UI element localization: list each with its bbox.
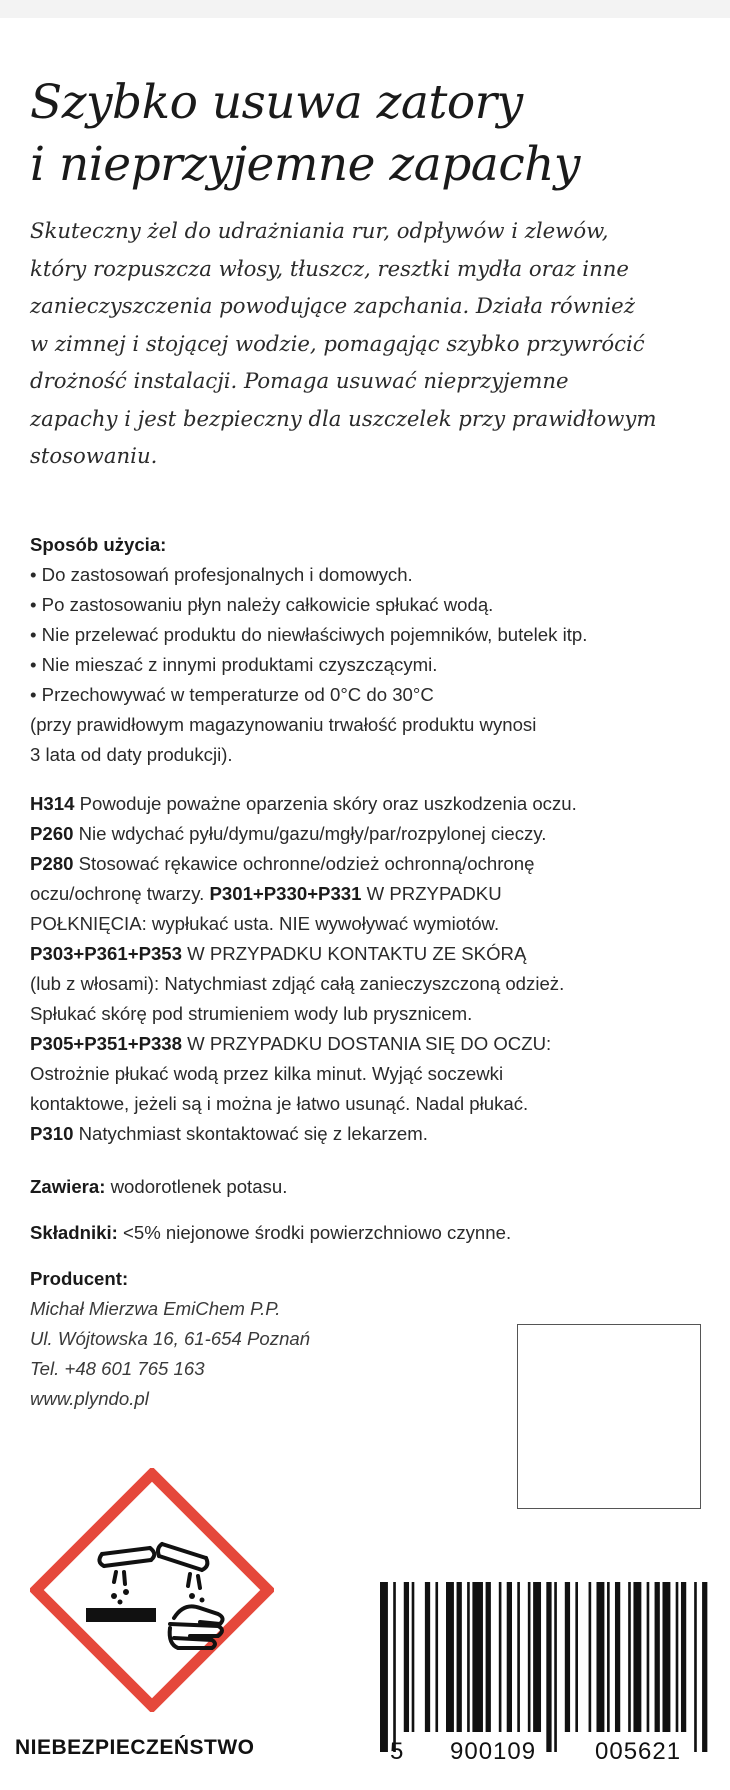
statement-p280	[30, 849, 710, 879]
statement-p301-cont: POŁKNIĘCIA: wypłukać usta. NIE wywoływać wymiotów.	[30, 913, 500, 934]
usage-item: • Do zastosowań profesjonalnych i domowych.	[30, 564, 413, 585]
barcode-bar	[404, 1582, 409, 1732]
description-line: Skuteczny żel do udrażniania rur, odpływów i zlewów,	[30, 218, 609, 243]
statement-code: P301+P330+P331	[209, 883, 362, 904]
usage-item: • Po zastosowaniu płyn należy całkowicie spłukać wodą.	[30, 594, 494, 615]
statement-code: P280	[30, 853, 74, 874]
statement-p260	[30, 819, 710, 849]
statement-text: W PRZYPADKU DOSTANIA SIĘ DO OCZU:	[182, 1033, 552, 1054]
description-line: stosowaniu.	[30, 443, 158, 468]
statement-p305-cont: kontaktowe, jeżeli są i można je łatwo usunąć. Nadal płukać.	[30, 1093, 529, 1114]
usage-item: 3 lata od daty produkcji).	[30, 744, 233, 765]
barcode-bar	[554, 1582, 557, 1752]
barcode	[380, 1582, 710, 1752]
barcode-bar	[446, 1582, 454, 1732]
statement-p303	[30, 939, 710, 969]
description-line: zanieczyszczenia powodujące zapchania. Działa również	[30, 293, 635, 318]
barcode-bar	[412, 1582, 415, 1732]
page-title	[30, 72, 710, 196]
title-line-2: i nieprzyjemne zapachy	[30, 137, 580, 192]
hazard-statements	[30, 789, 710, 1149]
barcode-bar	[486, 1582, 491, 1732]
description-line: który rozpuszcza włosy, tłuszcz, resztki mydła oraz inne	[30, 255, 629, 281]
barcode-bar	[607, 1582, 610, 1732]
statement-code: H314	[30, 793, 75, 814]
barcode-bar	[546, 1582, 551, 1752]
description-line: zapachy i jest bezpieczny dla uszczelek przy prawidłowym	[30, 405, 657, 431]
statement-h314	[30, 789, 710, 819]
description-line: drożność instalacji. Pomaga usuwać nieprzyjemne	[30, 368, 569, 393]
statement-text: Stosować rękawice ochronne/odzież ochronną/ochronę	[73, 853, 535, 874]
statement-text: W PRZYPADKU KONTAKTU ZE SKÓRĄ	[182, 943, 527, 964]
producer-address: Ul. Wójtowska 16, 61-654 Poznań	[30, 1328, 311, 1349]
barcode-bar	[517, 1582, 520, 1732]
statement-p310	[30, 1119, 710, 1149]
barcode-bar	[662, 1582, 670, 1732]
contains-line	[30, 1172, 710, 1202]
producer-name: Michał Mierzwa EmiChem P.P.	[30, 1298, 281, 1319]
barcode-bar	[457, 1582, 462, 1732]
statement-text: Natychmiast skontaktować się z lekarzem.	[73, 1123, 428, 1144]
barcode-bar	[647, 1582, 650, 1732]
barcode-bar	[628, 1582, 631, 1732]
barcode-bar	[393, 1582, 396, 1752]
statement-p305	[30, 1029, 710, 1059]
top-band	[0, 0, 730, 18]
statement-code: P260	[30, 823, 74, 844]
signal-word: NIEBEZPIECZEŃSTWO	[15, 1736, 255, 1759]
statement-p305-cont: Ostrożnie płukać wodą przez kilka minut. Wyjąć soczewki	[30, 1063, 504, 1084]
ghs05-corrosion-icon	[30, 1468, 274, 1712]
barcode-bar	[681, 1582, 686, 1732]
product-description	[30, 212, 720, 475]
usage-item: • Przechowywać w temperaturze od 0°C do 30°C	[30, 684, 434, 705]
description-line: w zimnej i stojącej wodzie, pomagając szybko przywrócić	[30, 330, 645, 356]
barcode-bar	[676, 1582, 679, 1732]
producer-heading: Producent:	[30, 1268, 129, 1289]
statement-text: Nie wdychać pyłu/dymu/gazu/mgły/par/rozpylonej cieczy.	[73, 823, 547, 844]
statement-code: P305+P351+P338	[30, 1033, 182, 1054]
barcode-bar	[507, 1582, 512, 1732]
barcode-bar	[499, 1582, 502, 1732]
statement-p303-cont: Spłukać skórę pod strumieniem wody lub prysznicem.	[30, 1003, 473, 1024]
usage-item: • Nie przelewać produktu do niewłaściwych pojemników, butelek itp.	[30, 624, 588, 645]
barcode-digit-first: 5	[390, 1738, 405, 1765]
ingredients-label: Składniki:	[30, 1222, 118, 1243]
barcode-bar	[533, 1582, 541, 1732]
ingredients-line	[30, 1218, 710, 1248]
usage-section	[30, 530, 710, 770]
barcode-bar	[435, 1582, 438, 1732]
barcode-bar	[655, 1582, 660, 1732]
usage-item: • Nie mieszać z innymi produktami czyszczącymi.	[30, 654, 438, 675]
statement-p303-cont: (lub z włosami): Natychmiast zdjąć całą zanieczyszczoną odzież.	[30, 973, 565, 994]
usage-heading: Sposób użycia:	[30, 534, 167, 555]
barcode-bar	[528, 1582, 531, 1732]
statement-code: P310	[30, 1123, 74, 1144]
producer-phone: Tel. +48 601 765 163	[30, 1358, 205, 1379]
barcode-bar	[702, 1582, 707, 1752]
ingredients-value: <5% niejonowe środki powierzchniowo czynne.	[117, 1222, 512, 1243]
barcode-bar	[589, 1582, 592, 1732]
barcode-digits-left: 900109	[450, 1738, 537, 1765]
statement-text: Powoduje poważne oparzenia skóry oraz uszkodzenia oczu.	[74, 793, 577, 814]
barcode-bar	[467, 1582, 470, 1732]
barcode-bar	[565, 1582, 570, 1732]
barcode-bar	[380, 1582, 388, 1752]
barcode-bar	[596, 1582, 604, 1732]
barcode-bar	[575, 1582, 578, 1732]
barcode-digits-right: 005621	[595, 1738, 682, 1765]
barcode-bar	[633, 1582, 641, 1732]
barcode-bar	[615, 1582, 620, 1732]
barcode-bar	[472, 1582, 483, 1732]
contains-value: wodorotlenek potasu.	[105, 1176, 288, 1197]
statement-code: P303+P361+P353	[30, 943, 182, 964]
statement-p280-cont	[30, 879, 710, 909]
contains-label: Zawiera:	[30, 1176, 106, 1197]
barcode-bar	[425, 1582, 430, 1732]
usage-item: (przy prawidłowym magazynowaniu trwałość produktu wynosi	[30, 714, 537, 735]
title-line-1: Szybko usuwa zatory	[30, 75, 523, 130]
barcode-bar	[694, 1582, 697, 1752]
blank-label-box	[517, 1324, 701, 1509]
producer-website: www.plyndo.pl	[30, 1388, 149, 1409]
statement-text: oczu/ochronę twarzy.	[30, 883, 210, 904]
statement-text: W PRZYPADKU	[361, 883, 502, 904]
